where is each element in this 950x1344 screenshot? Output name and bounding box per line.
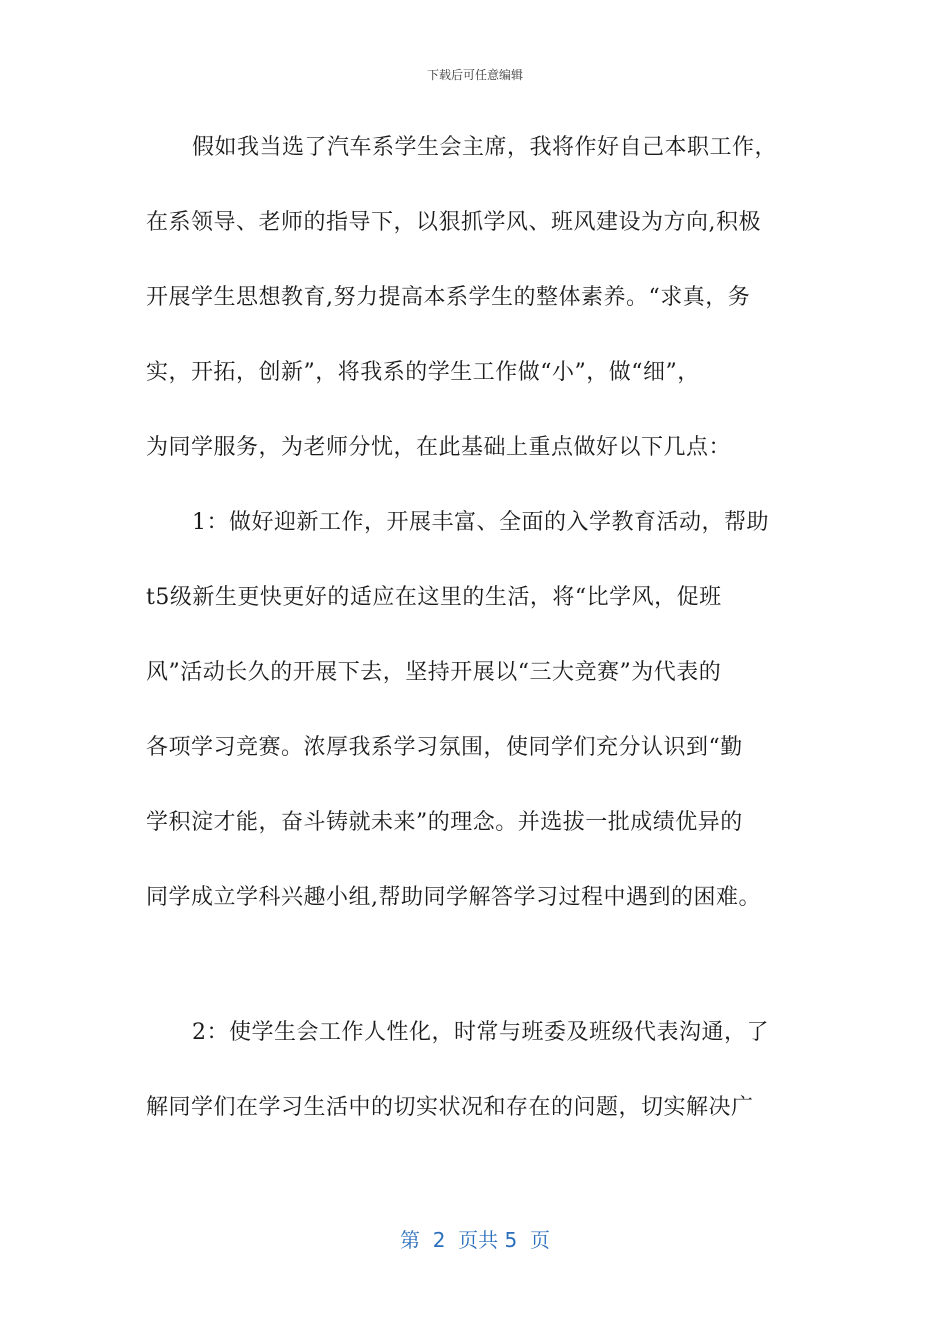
paragraph-2-line-2: t5级新生更快更好的适应在这里的生活，将“比学风，促班 [146, 585, 722, 610]
paragraph-2-line-5: 学积淀才能，奋斗铸就未来”的理念。并选拔一批成绩优异的 [146, 810, 743, 835]
page-number-footer: 第 2 页共 5 页 [400, 1228, 550, 1252]
document-body [146, 128, 806, 1163]
paragraph-1-line-4: 实，开拓，创新”，将我系的学生工作做“小”，做“细”， [146, 360, 700, 385]
paragraph-1-line-2: 在系领导、老师的指导下，以狠抓学风、班风建设为方向,积极 [146, 210, 761, 235]
paragraph-2-line-6: 同学成立学科兴趣小组,帮助同学解答学习过程中遇到的困难。 [146, 885, 761, 910]
paragraph-3-line-1: 2：使学生会工作人性化，时常与班委及班级代表沟通，了 [192, 1020, 769, 1045]
paragraph-1-line-3: 开展学生思想教育,努力提高本系学生的整体素养。“求真，务 [146, 285, 751, 310]
paragraph-2-line-3: 风”活动长久的开展下去，坚持开展以“三大竞赛”为代表的 [146, 660, 722, 685]
paragraph-1-line-1: 假如我当选了汽车系学生会主席，我将作好自己本职工作， [192, 135, 778, 160]
paragraph-1-line-5: 为同学服务，为老师分忧，在此基础上重点做好以下几点： [146, 435, 732, 460]
paragraph-2-line-1: 1：做好迎新工作，开展丰富、全面的入学教育活动，帮助 [192, 510, 769, 535]
paragraph-gap [146, 953, 806, 1013]
paragraph-3-line-2: 解同学们在学习生活中的切实状况和存在的问题，切实解决广 [146, 1095, 754, 1120]
paragraph-2-line-4: 各项学习竞赛。浓厚我系学习氛围，使同学们充分认识到“勤 [146, 735, 743, 760]
page-header-note: 下载后可任意编辑 [426, 68, 523, 82]
